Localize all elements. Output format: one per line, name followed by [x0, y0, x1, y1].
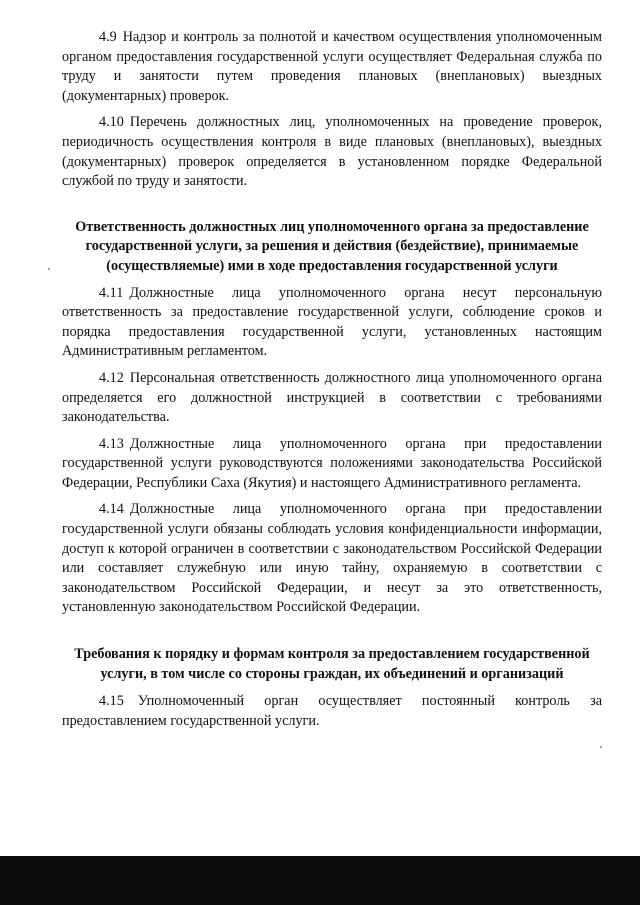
- paragraph-text: Должностные лица уполномоченного органа при предоставлении государственной услуги обязаны соблюдать условия конфиденциальности информации, доступ к которой ограничен в соответствии с законодательством Российской Федерации или составляет служебную или иную тайну, охраняемую в соответствии с законодательством Российской Федерации, и несут за это ответственность, установленную законодательством Российской Федерации.: [62, 501, 602, 616]
- paragraph-text: Должностные лица уполномоченного органа несут персональную ответственность за предоставление государственной услуги, соблюдение сроков и порядка предоставления государственной услуги, установленных настоящим Административным регламентом.: [62, 284, 602, 360]
- scan-speck: [600, 746, 602, 748]
- paragraph-number: 4.14: [99, 501, 124, 518]
- paragraph-number: 4.10: [99, 114, 124, 131]
- paragraph-4-9: [62, 28, 602, 106]
- paragraph-text: Должностные лица уполномоченного органа при предоставлении государственной услуги руководствуются положениями законодательства Российской Федерации, Республики Саха (Якутия) и настоящего Административного регламента.: [62, 435, 602, 491]
- paragraph-text: Надзор и контроль за полнотой и качеством осуществления уполномоченным органом предоставления государственной услуги осуществляет Федеральная служба по труду и занятости путем проведения плановых (внеплановых) выездных (документарных) проверок.: [62, 29, 602, 104]
- paragraph-number: 4.13: [99, 435, 124, 452]
- paragraph-text: Персональная ответственность должностного лица уполномоченного органа определяется его должностной инструкцией в соответствии с требованиями законодательства.: [62, 369, 602, 426]
- paragraph-4-15: [62, 692, 602, 731]
- document-body: [62, 28, 602, 738]
- scan-bottom-edge: [0, 856, 640, 905]
- section-heading-control: Требования к порядку и формам контроля за предоставлением государственной услуги, в том числе со стороны граждан, их объединений и организаций: [74, 646, 590, 682]
- paragraph-number: 4.15: [99, 693, 124, 710]
- section-heading-responsibility: Ответственность должностных лиц уполномоченного органа за предоставление государственной услуги, за решения и действия (бездействие), принимаемые (осуществляемые) ими в ходе предоставления государственной услуги: [75, 218, 589, 274]
- scan-speck: [48, 268, 50, 270]
- paragraph-number: 4.12: [99, 369, 124, 386]
- paragraph-number: 4.11: [99, 284, 124, 301]
- paragraph-4-13: [62, 435, 602, 494]
- paragraph-text: Уполномоченный орган осуществляет постоянный контроль за предоставлением государственной услуги.: [62, 693, 602, 729]
- paragraph-text: Перечень должностных лиц, уполномоченных на проведение проверок, периодичность осуществления контроля в виде плановых (внеплановых), выездных (документарных) проверок определяется в установленном порядке Федеральной службой по труду и занятости.: [62, 114, 602, 190]
- paragraph-4-14: [62, 500, 602, 618]
- paragraph-number: 4.9: [99, 29, 117, 45]
- paragraph-4-10: [62, 113, 602, 191]
- paragraph-4-12: [62, 369, 602, 428]
- paragraph-4-11: [62, 284, 602, 362]
